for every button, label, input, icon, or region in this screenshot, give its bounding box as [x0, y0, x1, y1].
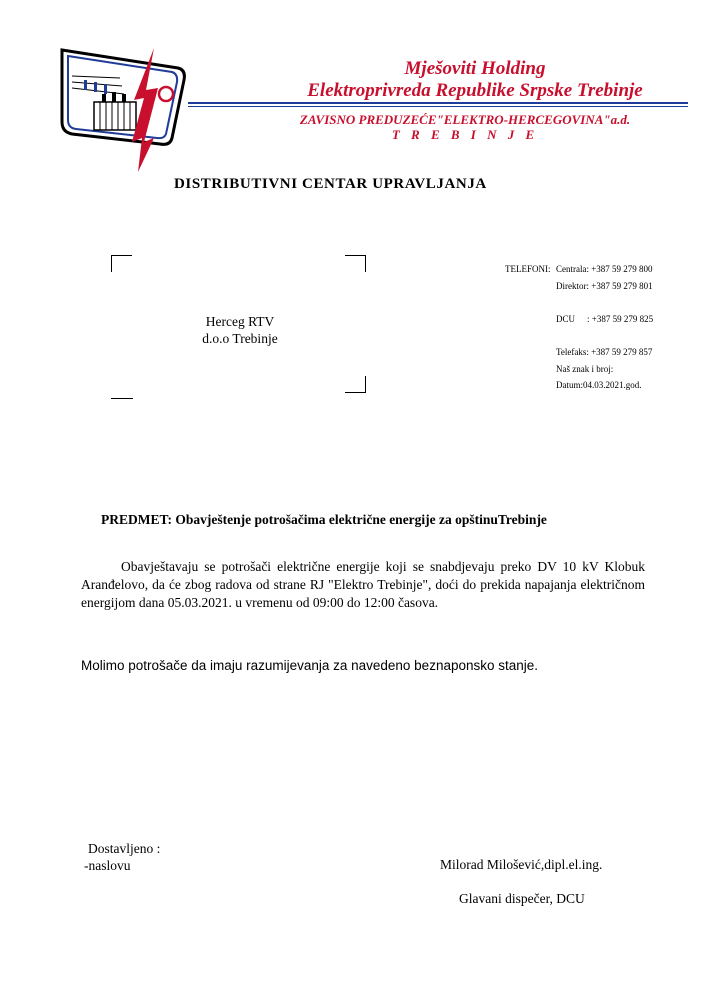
closing-sentence: Molimo potrošače da imaju razumijevanja za navedeno beznaponsko stanje. [81, 658, 539, 673]
signatory-role: Glavani dispečer, DCU [459, 891, 585, 906]
subsidiary-name: ZAVISNO PREDUZEĆE"ELEKTRO-HERCEGOVINA"a.d. [299, 112, 631, 127]
address-corner-bottom-left [111, 398, 133, 399]
delivery-list [84, 840, 161, 874]
document-date: Datum:04.03.2021.god. [556, 380, 642, 390]
signatory-name: Milorad Milošević,dipl.el.ing. [440, 857, 603, 872]
delivery-item: -naslovu [84, 858, 131, 873]
address-corner-bottom-right [345, 376, 366, 393]
recipient-name: Herceg RTV [205, 314, 275, 329]
letterhead-title [260, 58, 690, 102]
phone-centrala: Centrala: +387 59 279 800 [556, 264, 653, 274]
letterhead-subtitle [250, 112, 680, 142]
phone-dcu-label: DCU [556, 314, 576, 324]
org-line-2: Elektroprivreda Republike Srpske Trebinje [307, 80, 643, 101]
subsidiary-city: T R E B I N J E [391, 127, 539, 142]
recipient-address [150, 313, 330, 347]
phones-label: TELEFONI: [505, 264, 551, 274]
phone-dcu: : +387 59 279 825 [587, 314, 654, 324]
org-line-1: Mješoviti Holding [404, 58, 546, 79]
delivery-label: Dostavljeno : [88, 841, 161, 856]
subject-line: PREDMET: Obavještenje potrošačima električne energije za opštinuTrebinje [101, 512, 547, 527]
power-transformer-lightning-logo-icon [50, 38, 190, 176]
header-divider-thin [188, 106, 688, 107]
notice-paragraph: Obavještavaju se potrošači električne energije koji se snabdjevaju preko DV 10 kV Klobuk Aranđelovo, da će zbog radova od strane RJ "Elektro Trebinje", doći do prekida napajanja električnom energijom dana 05.03.2021. u vremenu od 09:00 do 12:00 časova. [81, 559, 645, 610]
fax-number: Telefaks: +387 59 279 857 [556, 347, 653, 357]
department-title: DISTRIBUTIVNI CENTAR UPRAVLJANJA [174, 176, 487, 192]
address-corner-top-right [345, 255, 366, 272]
reference-number-label: Naš znak i broj: [556, 364, 614, 374]
phone-direktor: Direktor: +387 59 279 801 [556, 281, 653, 291]
company-logo [50, 38, 190, 176]
address-corner-top-left [111, 255, 132, 272]
recipient-company: d.o.o Trebinje [202, 331, 278, 346]
header-divider [188, 102, 688, 104]
